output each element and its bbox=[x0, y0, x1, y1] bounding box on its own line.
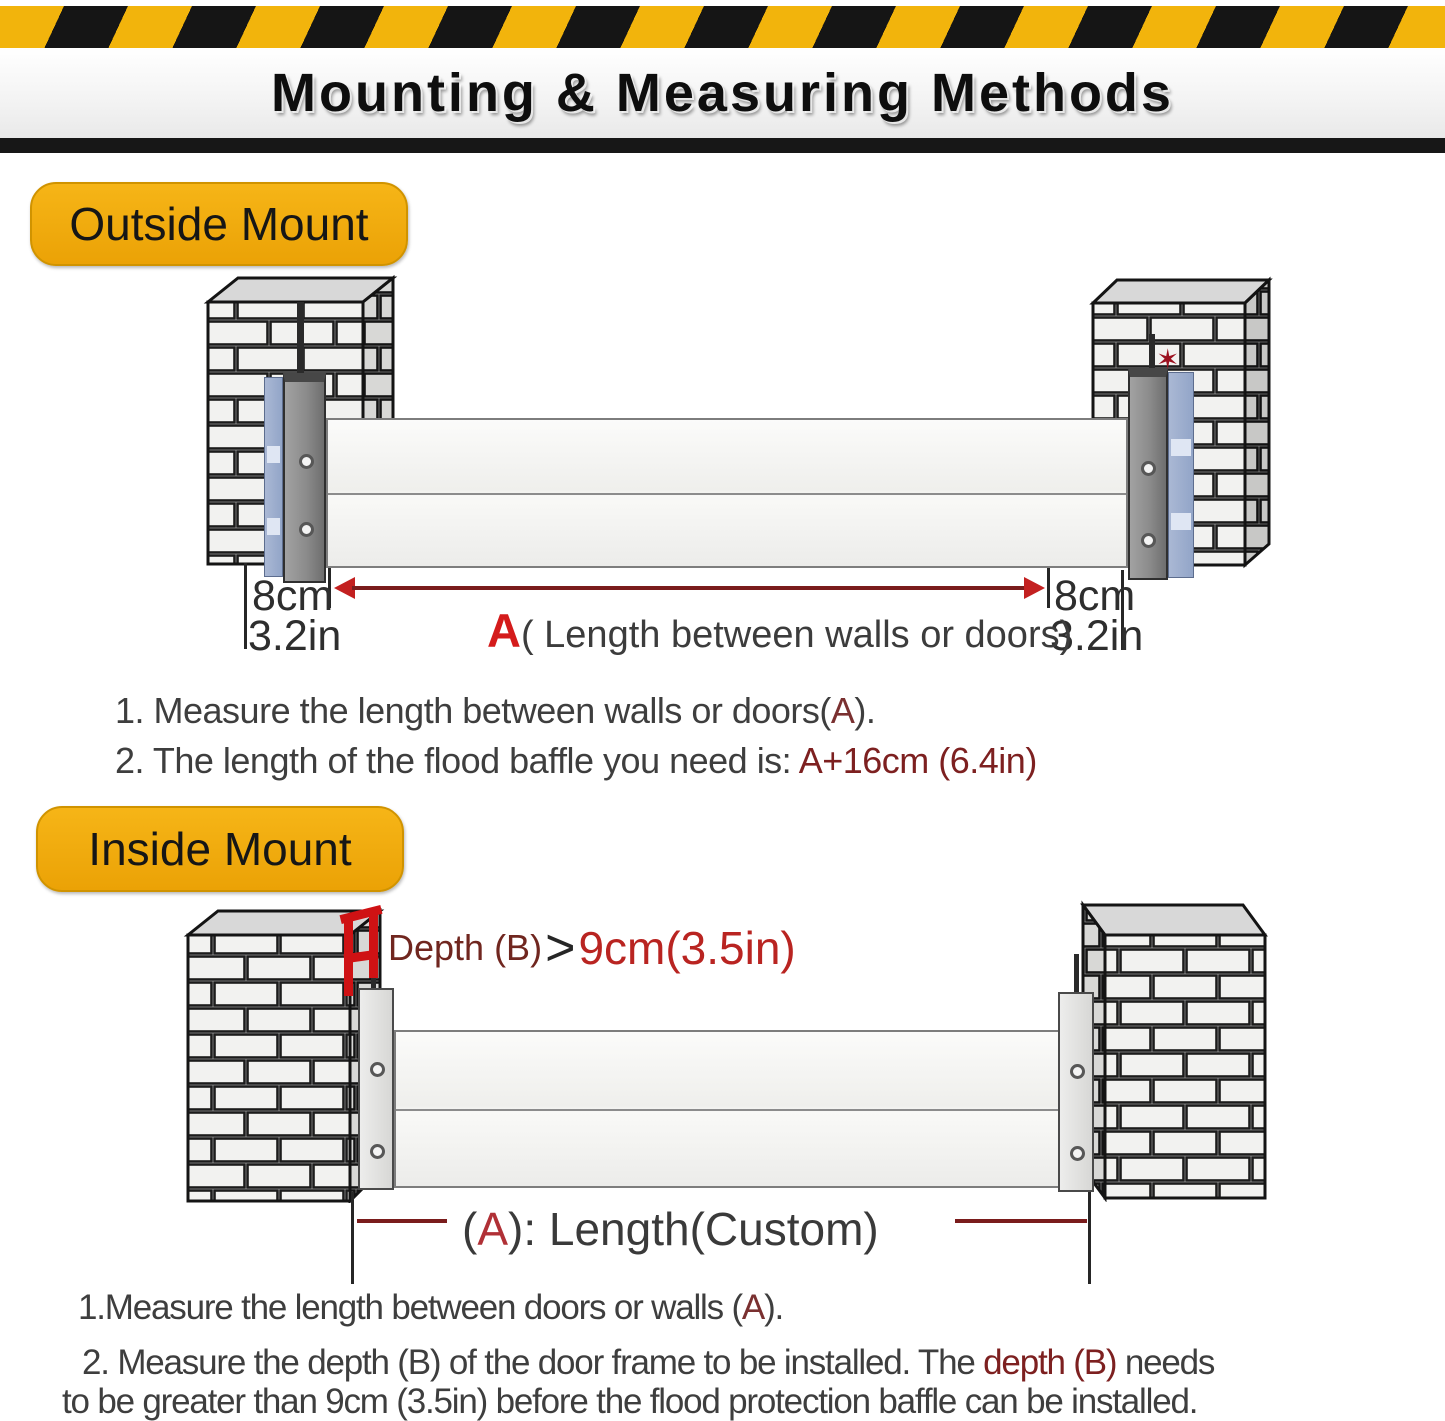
screw-hole bbox=[370, 1062, 385, 1077]
dim-tick bbox=[244, 563, 247, 649]
inside-mount-label: Inside Mount bbox=[36, 806, 404, 892]
divider-bar bbox=[0, 138, 1445, 153]
inside-flood-barrier-panels bbox=[394, 1030, 1062, 1188]
depth-gauge-icon bbox=[334, 906, 388, 1002]
strip-notch bbox=[267, 446, 280, 463]
dimension-a-text: ( Length between walls or doors) bbox=[520, 614, 1073, 656]
seal-strip bbox=[264, 377, 283, 577]
offset-left-cm: 8cm bbox=[252, 572, 334, 620]
outside-instruction-1: 1. Measure the length between walls or doors(A). bbox=[115, 690, 876, 731]
dimension-line bbox=[955, 1219, 1087, 1223]
length-a-label bbox=[487, 603, 1072, 658]
inside-instruction-2-line2: to be greater than 9cm (3.5in) before the flood protection baffle can be installed. bbox=[62, 1382, 1198, 1421]
title-band bbox=[0, 48, 1445, 138]
mount-channel bbox=[1058, 992, 1094, 1192]
strip-notch bbox=[267, 518, 280, 535]
panel-seam bbox=[396, 1109, 1060, 1111]
dimension-line bbox=[357, 1219, 447, 1223]
offset-right-cm: 8cm bbox=[1054, 572, 1136, 620]
offset-left-in: 3.2in bbox=[248, 612, 342, 660]
screw-hole bbox=[1141, 461, 1156, 476]
mount-channel bbox=[1128, 368, 1168, 580]
mount-channel bbox=[358, 988, 394, 1190]
length-custom-label: (A): Length(Custom) bbox=[462, 1203, 879, 1255]
hazard-stripe-banner bbox=[0, 6, 1445, 48]
strip-notch bbox=[1171, 513, 1191, 530]
depth-b-label: Depth (B) > 9cm(3.5in) bbox=[388, 919, 796, 977]
anchor-pin bbox=[1074, 954, 1079, 996]
inside-instruction-2-line1: 2. Measure the depth (B) of the door frame to be installed. The depth (B) needs bbox=[82, 1343, 1215, 1382]
screw-hole bbox=[1070, 1146, 1085, 1161]
seal-strip bbox=[1168, 372, 1194, 578]
screw-hole bbox=[1070, 1064, 1085, 1079]
outside-mount-label: Outside Mount bbox=[30, 182, 408, 266]
arrowhead-right-icon bbox=[1024, 577, 1045, 599]
mount-channel bbox=[283, 373, 326, 583]
screw-hole bbox=[299, 454, 314, 469]
dim-tick bbox=[1088, 1192, 1091, 1284]
inside-instruction-1: 1.Measure the length between doors or walls (A). bbox=[78, 1288, 784, 1327]
screw-hole bbox=[1141, 533, 1156, 548]
dim-tick bbox=[351, 1192, 354, 1284]
dimension-line bbox=[352, 586, 1028, 590]
screw-hole bbox=[299, 522, 314, 537]
outside-flood-barrier-panels bbox=[326, 418, 1128, 568]
offset-right-in: 3.2in bbox=[1050, 612, 1144, 660]
panel-seam bbox=[328, 493, 1126, 495]
page-title: Mounting & Measuring Methods bbox=[271, 63, 1174, 123]
strip-notch bbox=[1171, 439, 1191, 456]
anchor-pin bbox=[1149, 334, 1155, 372]
dimension-a-letter: A bbox=[487, 604, 521, 657]
anchor-pin bbox=[297, 302, 304, 377]
red-star-marker-icon: ✶ bbox=[1156, 344, 1180, 375]
screw-hole bbox=[370, 1144, 385, 1159]
dim-tick bbox=[1047, 568, 1050, 608]
outside-instruction-2: 2. The length of the flood baffle you need is: A+16cm (6.4in) bbox=[115, 740, 1037, 781]
